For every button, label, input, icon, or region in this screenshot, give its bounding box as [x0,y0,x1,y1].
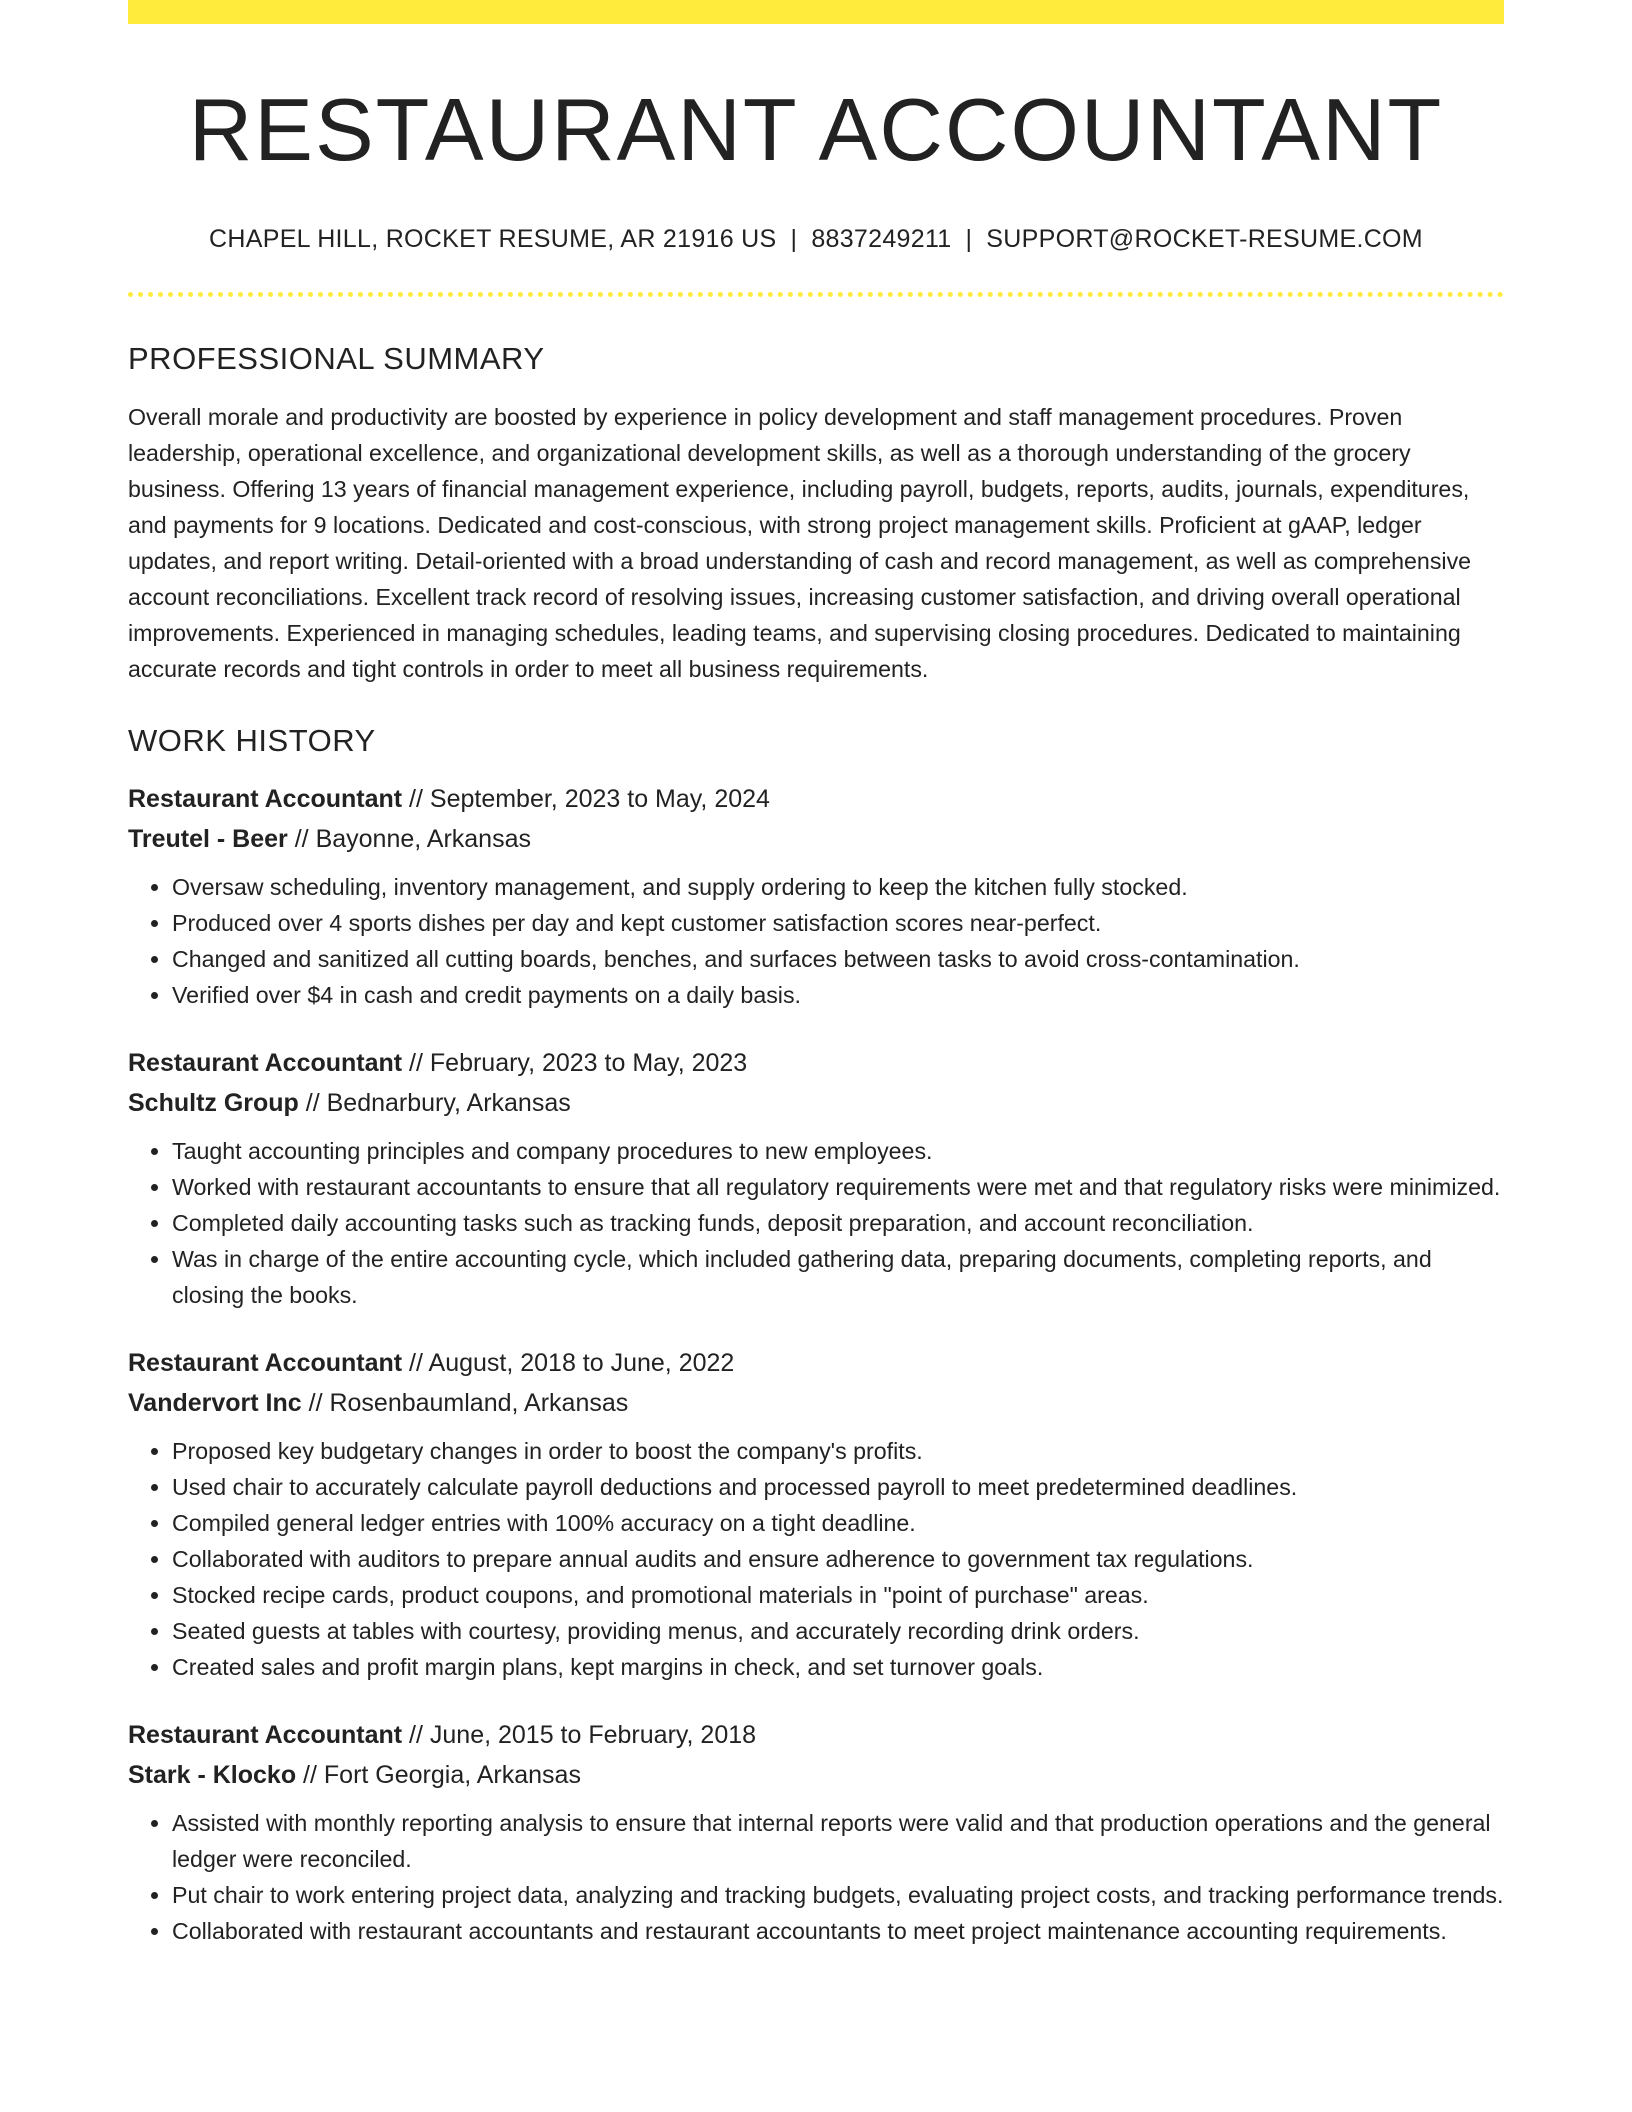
job-role: Restaurant Accountant [128,1048,403,1077]
job-bullets [128,1433,1504,1685]
job-bullet: • Stocked recipe cards, product coupons, and promotional materials in "point of purchase" areas. [172,1577,1504,1613]
job-company: Vandervort Inc [128,1388,302,1417]
job-bullet: • Verified over $4 in cash and credit payments on a daily basis. [172,977,1504,1013]
job-bullets [128,869,1504,1013]
job-title-line [128,1043,1504,1083]
resume-name: RESTAURANT ACCOUNTANT [188,80,1444,179]
work-history-list [128,779,1504,1949]
job-role: Restaurant Accountant [128,1720,403,1749]
contact-separator: | [965,224,973,253]
job-bullet: • Seated guests at tables with courtesy, providing menus, and accurately recording drink orders. [172,1613,1504,1649]
summary-heading: PROFESSIONAL SUMMARY [128,340,545,376]
job-location: // Bednarbury, Arkansas [298,1088,571,1117]
job-role: Restaurant Accountant [128,1348,403,1377]
summary-text: Overall morale and productivity are boosted by experience in policy development and staff management procedures. Proven leadership, operational excellence, and organizational development skills, as well as a thorough understanding of the grocery business. Offering 13 years of financial management experience, including payroll, budgets, reports, audits, journals, expenditures, and payments for 9 locations. Dedicated and cost-conscious, with strong project management skills. Proficient at gAAP, ledger updates, and report writing. Detail-oriented with a broad understanding of cash and record management, as well as comprehensive account reconciliations. Excellent track record of resolving issues, increasing customer satisfaction, and driving overall operational improvements. Experienced in managing schedules, leading teams, and supervising closing procedures. Dedicated to maintaining accurate records and tight controls in order to meet all business requirements. [128,403,1472,682]
job-entry [128,1343,1504,1685]
contact-line [128,225,1504,254]
job-bullet: • Collaborated with auditors to prepare annual audits and ensure adherence to government tax regulations. [172,1541,1504,1577]
job-role: Restaurant Accountant [128,784,403,813]
work-history-heading: WORK HISTORY [128,722,376,758]
job-company-line [128,1755,1504,1795]
job-title-line [128,1715,1504,1755]
job-bullet: • Collaborated with restaurant accountants and restaurant accountants to meet project maintenance accounting requirements. [172,1913,1504,1949]
job-bullet: • Completed daily accounting tasks such as tracking funds, deposit preparation, and account reconciliation. [172,1205,1504,1241]
job-bullets [128,1805,1504,1949]
job-bullet: • Created sales and profit margin plans, kept margins in check, and set turnover goals. [172,1649,1504,1685]
job-bullet: • Produced over 4 sports dishes per day and kept customer satisfaction scores near-perfect. [172,905,1504,941]
job-bullet: • Put chair to work entering project data, analyzing and tracking budgets, evaluating project costs, and tracking performance trends. [172,1877,1504,1913]
job-bullet: • Used chair to accurately calculate payroll deductions and processed payroll to meet predetermined deadlines. [172,1469,1504,1505]
job-location: // Fort Georgia, Arkansas [296,1760,581,1789]
contact-phone: 8837249211 [811,224,952,253]
job-company: Treutel - Beer [128,824,288,853]
contact-separator: | [790,224,798,253]
job-entry [128,779,1504,1013]
job-dates: // June, 2015 to February, 2018 [402,1720,757,1749]
job-bullet: • Oversaw scheduling, inventory management, and supply ordering to keep the kitchen fully stocked. [172,869,1504,905]
job-location: // Bayonne, Arkansas [287,824,531,853]
job-dates: // February, 2023 to May, 2023 [402,1048,748,1077]
contact-address: CHAPEL HILL, ROCKET RESUME, AR 21916 US [209,224,777,253]
contact-email: SUPPORT@ROCKET-RESUME.COM [986,224,1423,253]
job-bullet: • Compiled general ledger entries with 100% accuracy on a tight deadline. [172,1505,1504,1541]
job-entry [128,1715,1504,1949]
job-title-line [128,1343,1504,1383]
job-bullets [128,1133,1504,1313]
job-company-line [128,1383,1504,1423]
job-bullet: • Was in charge of the entire accounting cycle, which included gathering data, preparing documents, completing reports, and closing the books. [172,1241,1504,1313]
job-bullet: • Changed and sanitized all cutting boards, benches, and surfaces between tasks to avoid cross-contamination. [172,941,1504,977]
job-bullet: • Assisted with monthly reporting analysis to ensure that internal reports were valid and that production operations and the general ledger were reconciled. [172,1805,1504,1877]
job-bullet: • Proposed key budgetary changes in order to boost the company's profits. [172,1433,1504,1469]
dotted-divider [128,292,1504,297]
job-company-line [128,1083,1504,1123]
job-bullet: • Worked with restaurant accountants to ensure that all regulatory requirements were met and that regulatory risks were minimized. [172,1169,1504,1205]
resume-page [128,0,1504,1949]
job-company: Stark - Klocko [128,1760,297,1789]
job-title-line [128,779,1504,819]
job-location: // Rosenbaumland, Arkansas [301,1388,629,1417]
job-dates: // September, 2023 to May, 2024 [402,784,770,813]
job-company: Schultz Group [128,1088,299,1117]
job-dates: // August, 2018 to June, 2022 [402,1348,735,1377]
top-accent-bar [128,0,1504,24]
job-entry [128,1043,1504,1313]
job-bullet: • Taught accounting principles and company procedures to new employees. [172,1133,1504,1169]
job-company-line [128,819,1504,859]
